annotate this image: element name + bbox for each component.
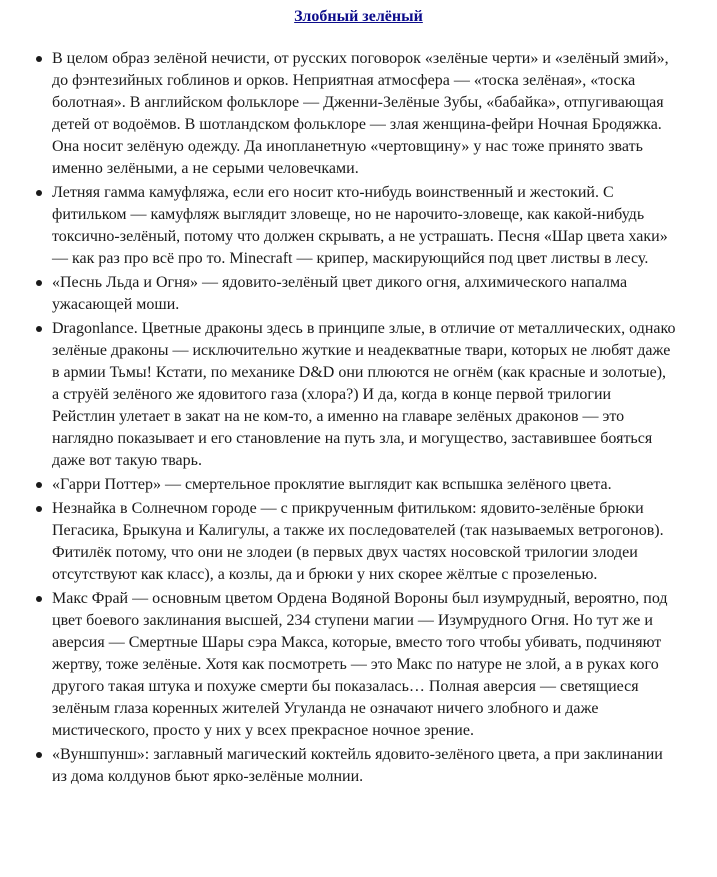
list-item-text: «Песнь Льда и Огня» — ядовито-зелёный цвет дикого огня, алхимического напалма ужасающей моши. — [52, 274, 628, 313]
list-item-text: В целом образ зелёной нечисти, от русских поговорок «зелёные черти» и «зелёный змий», до фэнтезийных гоблинов и орков. Неприятная атмосфера — «тоска зелёная», «тоска болотная». В английском фольклоре — Дженни-Зелёные Зубы, «бабайка», отпугивающая детей от водоёмов. В шотландском фольклоре — злая женщина-фейри Ночная Бродяжка. Она носит зелёную одежду. Да инопланетную «чертовщину» у нас тоже принято звать именно зелёными, а не серыми человечками. — [52, 50, 669, 177]
list-item-text: Незнайка в Солнечном городе — с прикрученным фитильком: ядовито-зелёные брюки Пегасика, Брыкуна и Калигулы, а также их последователей (так называемых ветрогонов). Фитилёк потому, что они не злодеи (в первых двух частях носовской трилогии злодеи отсутствуют как класс), а козлы, да и брюки у них скорее жёлтые с прозеленью. — [52, 500, 664, 583]
list-item-text: Макс Фрай — основным цветом Ордена Водяной Вороны был изумрудный, вероятно, под цвет боевого заклинания высшей, 234 ступени магии — Изумрудного Огня. Но тут же и аверсия — Смертные Шары сэра Макса, которые, вместо того чтобы убивать, подчиняют жертву, тоже зелёные. Хотя как посмотреть — это Макс по натуре не злой, а в руках кого другого такая штука и похуже смерти бы показалась… Полная аверсия — светящиеся зелёным глаза коренных жителей Угуланда не означают ничего злобного и даже мистического, просто у них у всех прекрасное ночное зрение. — [52, 590, 668, 739]
list-item-text: Летняя гамма камуфляжа, если его носит кто-нибудь воинственный и жестокий. С фитильком — камуфляж выглядит зловеще, но не нарочито-зловеще, как какой-нибудь токсично-зелёный, потому что должен скрывать, а не устрашать. Песня «Шар цвета хаки» — как раз про всё про то. Minecraft — крипер, маскирующийся под цвет листвы в лесу. — [52, 184, 668, 267]
list-item — [52, 48, 677, 180]
list-item — [52, 474, 677, 496]
list-item-text: «Гарри Поттер» — смертельное проклятие выглядит как вспышка зелёного цвета. — [52, 476, 612, 493]
section-title-link[interactable]: Злобный зелёный — [294, 8, 423, 25]
list-item — [52, 318, 677, 472]
bullet-list — [40, 48, 677, 788]
list-item — [52, 272, 677, 316]
list-item — [52, 498, 677, 586]
list-item-text: Dragonlance. Цветные драконы здесь в принципе злые, в отличие от металлических, однако зелёные драконы — исключительно жуткие и неадекватные твари, которых не любят даже в армии Тьмы! Кстати, по механике D&D они плюются не огнём (как красные и золотые), а струёй зелёного же ядовитого газа (хлора?) И да, когда в конце первой трилогии Рейстлин улетает в закат на не ком-то, а именно на главаре зелёных драконов — это наглядно показывает и его становление на путь зла, и могущество, заставившее бояться даже вот такую тварь. — [52, 320, 676, 469]
list-item — [52, 588, 677, 742]
list-item — [52, 182, 677, 270]
list-item-text: «Вуншпунш»: заглавный магический коктейль ядовито-зелёного цвета, а при заклинании из дома колдунов бьют ярко-зелёные молнии. — [52, 746, 663, 785]
title-container — [40, 8, 677, 26]
list-item — [52, 744, 677, 788]
